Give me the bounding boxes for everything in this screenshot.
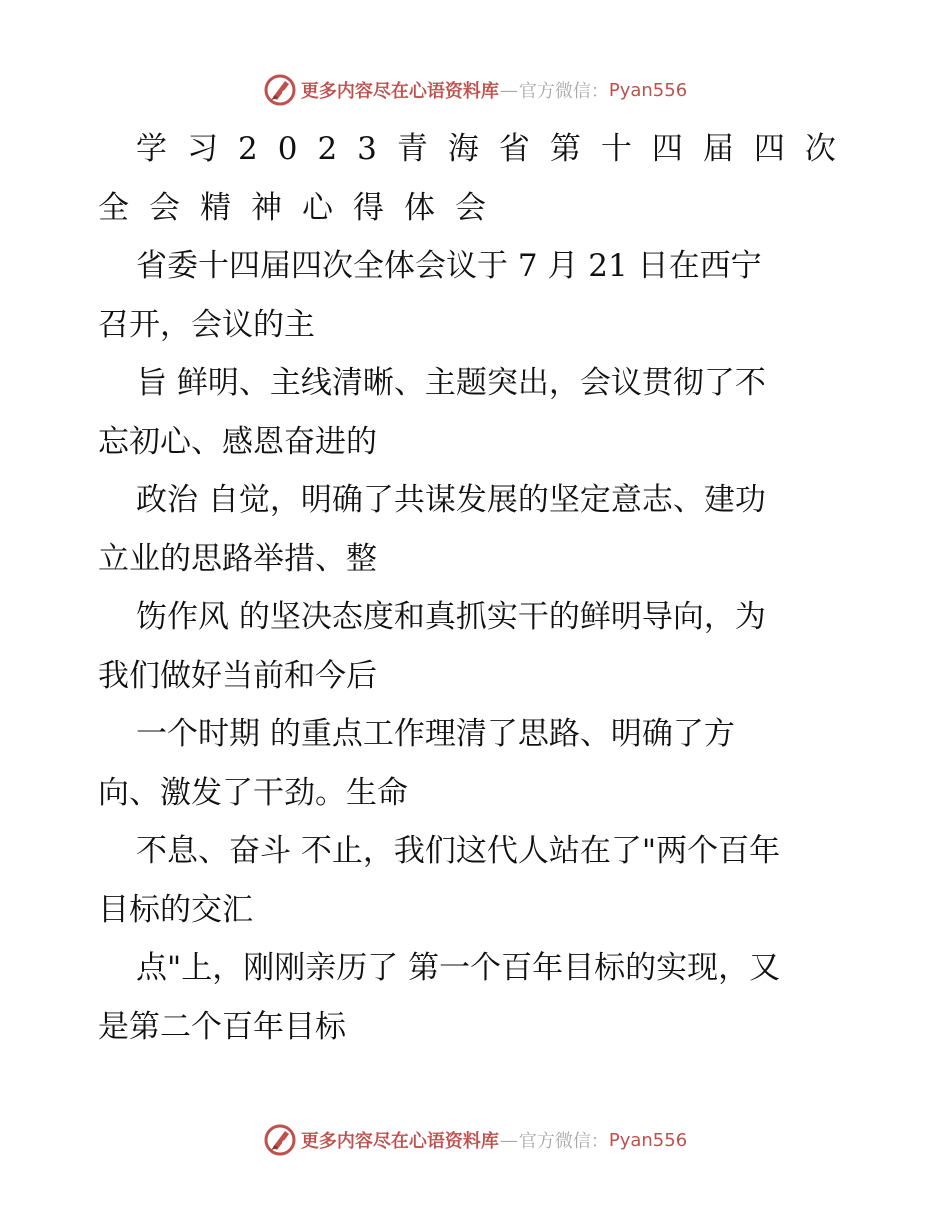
library-logo-icon [263, 73, 297, 107]
document-line: 立业的思路举措、整 [98, 540, 377, 577]
document-line: 向、激发了干劲。生命 [98, 774, 408, 811]
document-line: 召开，会议的主 [98, 306, 315, 343]
document-line: 饬作风 的坚决态度和真抓实干的鲜明导向，为 [136, 599, 766, 635]
document-line: 一个时期 的重点工作理清了思路、明确了方 [136, 716, 735, 752]
document-title-line-2: 全会精神心得体会 [98, 189, 506, 226]
banner-dash: — [499, 79, 518, 101]
banner-wechat-label: 官方微信： [518, 1131, 609, 1152]
document-line: 点"上，刚刚亲历了 第一个百年目标的实现，又 [136, 950, 781, 986]
banner-wechat-id: Pyan556 [608, 79, 688, 101]
banner-wechat-label: 官方微信： [518, 81, 609, 102]
document-line: 省委十四届四次全体会议于 7 月 21 日在西宁 [136, 248, 762, 284]
header-banner [0, 70, 950, 110]
banner-dash: — [499, 1129, 518, 1151]
document-line: 不息、奋斗 不止，我们这代人站在了"两个百年 [136, 833, 781, 869]
document-line: 是第二个百年目标 [98, 1008, 346, 1045]
document-line: 忘初心、感恩奋进的 [98, 423, 377, 460]
library-logo-icon [263, 1123, 297, 1157]
document-line: 旨 鲜明、主线清晰、主题突出，会议贯彻了不 [136, 365, 766, 401]
banner-main-text: 更多内容尽在心语资料库 [300, 1131, 499, 1152]
banner-main-text: 更多内容尽在心语资料库 [300, 81, 499, 102]
document-title-line-1: 学习2023青海省第十四届四次 [136, 131, 856, 167]
footer-banner [0, 1120, 950, 1160]
banner-wechat-id: Pyan556 [608, 1129, 688, 1151]
document-line: 我们做好当前和今后 [98, 657, 377, 694]
document-line: 目标的交汇 [98, 891, 253, 928]
document-body [98, 120, 858, 1056]
document-line: 政治 自觉，明确了共谋发展的坚定意志、建功 [136, 482, 766, 518]
document-paragraph [98, 237, 858, 1056]
